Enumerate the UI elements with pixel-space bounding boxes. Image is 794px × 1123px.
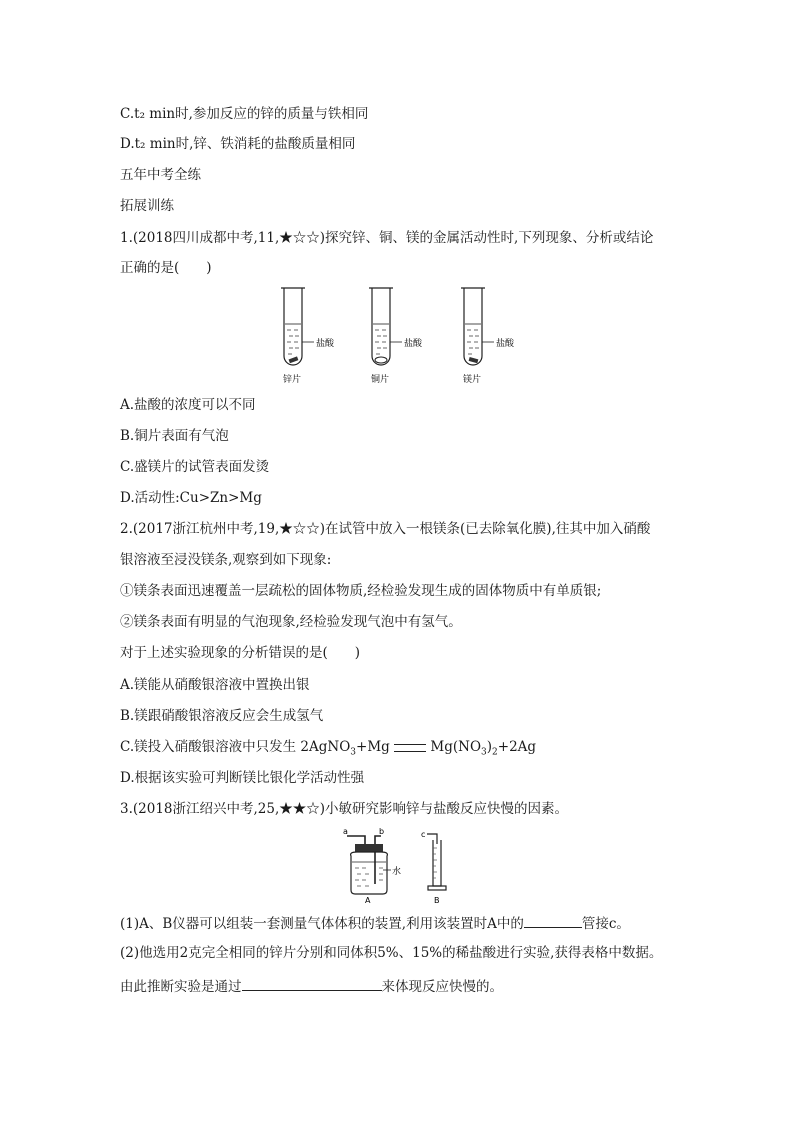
- test-tube-zinc: [281, 288, 335, 385]
- tube-copper-label: 铜片: [371, 375, 390, 385]
- q1-option-c: C.盛镁片的试管表面发烫: [120, 459, 270, 475]
- q3-apparatus-figure: [335, 826, 465, 904]
- q2-observation-1: ①镁条表面迅速覆盖一层疏松的固体物质,经检验发现生成的固体物质中有单质银;: [120, 583, 602, 599]
- q2-option-d: D.根据该实验可判断镁比银化学活动性强: [120, 770, 365, 786]
- q3-part2-blank[interactable]: [242, 976, 382, 991]
- reaction-equals-sign: [394, 744, 426, 752]
- apparatus-a: [343, 827, 401, 905]
- q2-option-c-sub3: 2: [492, 747, 498, 758]
- apparatus-b-label: B: [434, 896, 440, 905]
- q2-question: 对于上述实验现象的分析错误的是( ): [120, 645, 361, 661]
- q3-part1: [120, 913, 630, 933]
- q2-option-c-prefix: C.镁投入硝酸银溶液中只发生 2AgNO: [120, 739, 351, 755]
- q1-option-d: D.活动性:Cu>Zn>Mg: [120, 490, 262, 506]
- q2-stem-line2: 银溶液至浸没镁条,观察到如下现象:: [120, 552, 332, 568]
- q3-part2-line2: [120, 976, 503, 996]
- test-tube-magnesium: [461, 288, 515, 385]
- q3-stem: 3.(2018浙江绍兴中考,25,★★☆)小敏研究影响锌与盐酸反应快慢的因素。: [120, 801, 569, 817]
- q2-observation-2: ②镁条表面有明显的气泡现象,经检验发现气泡中有氢气。: [120, 614, 462, 630]
- q2-option-c-mid: +Mg: [356, 739, 390, 755]
- port-c-label: c: [421, 830, 426, 839]
- q1-stem-line2: 正确的是( ): [120, 260, 212, 276]
- q2-option-b: B.镁跟硝酸银溶液反应会生成氢气: [120, 708, 324, 724]
- test-tube-copper: [369, 288, 423, 385]
- port-a-label: a: [343, 827, 348, 836]
- q2-option-c-end: +2Ag: [497, 739, 537, 755]
- q1-option-b: B.铜片表面有气泡: [120, 428, 229, 444]
- q2-option-c-right: Mg(NO: [426, 739, 482, 755]
- q3-part1-before: (1)A、B仪器可以组装一套测量气体体积的装置,利用该装置时A中的: [120, 916, 524, 932]
- subsection-title: 拓展训练: [120, 198, 174, 214]
- q3-part1-blank[interactable]: [524, 913, 582, 928]
- q1-stem-line1: 1.(2018四川成都中考,11,★☆☆)探究锌、铜、镁的金属活动性时,下列现象、分析或结论: [120, 230, 654, 246]
- apparatus-a-label: A: [365, 896, 371, 905]
- section-title: 五年中考全练: [120, 167, 201, 183]
- q1-option-a: A.盐酸的浓度可以不同: [120, 397, 256, 413]
- port-b-label: b: [379, 827, 385, 836]
- q1-test-tube-figure: [270, 284, 515, 388]
- q2-stem-line1: 2.(2017浙江杭州中考,19,★☆☆)在试管中放入一根镁条(已去除氧化膜),往其中加入硝酸: [120, 521, 651, 537]
- q2-option-c-sub1: 3: [350, 747, 357, 758]
- q2-option-a: A.镁能从硝酸银溶液中置换出银: [120, 677, 310, 693]
- q3-part1-after: 管接c。: [581, 916, 630, 932]
- tube-magnesium-liquid-label: 盐酸: [496, 339, 515, 349]
- option-c-previous: C.t₂ min时,参加反应的锌的质量与铁相同: [120, 106, 369, 122]
- q2-option-c-suffix: ): [486, 739, 493, 755]
- tube-zinc-liquid-label: 盐酸: [316, 339, 335, 349]
- q3-part2-before: 由此推断实验是通过: [120, 979, 242, 995]
- q2-option-c-sub2: 3: [481, 747, 487, 758]
- water-label: 水: [392, 867, 402, 877]
- tube-zinc-label: 锌片: [283, 375, 302, 385]
- option-d-previous: D.t₂ min时,锌、铁消耗的盐酸质量相同: [120, 136, 356, 152]
- apparatus-b: [421, 830, 446, 905]
- q3-part2-after: 来体现反应快慢的。: [381, 979, 503, 995]
- q2-option-c: [120, 738, 536, 762]
- tube-magnesium-label: 镁片: [463, 375, 482, 385]
- q3-part2-line1: (2)他选用2克完全相同的锌片分别和同体积5%、15%的稀盐酸进行实验,获得表格中数据。: [120, 945, 663, 961]
- tube-copper-liquid-label: 盐酸: [404, 339, 423, 349]
